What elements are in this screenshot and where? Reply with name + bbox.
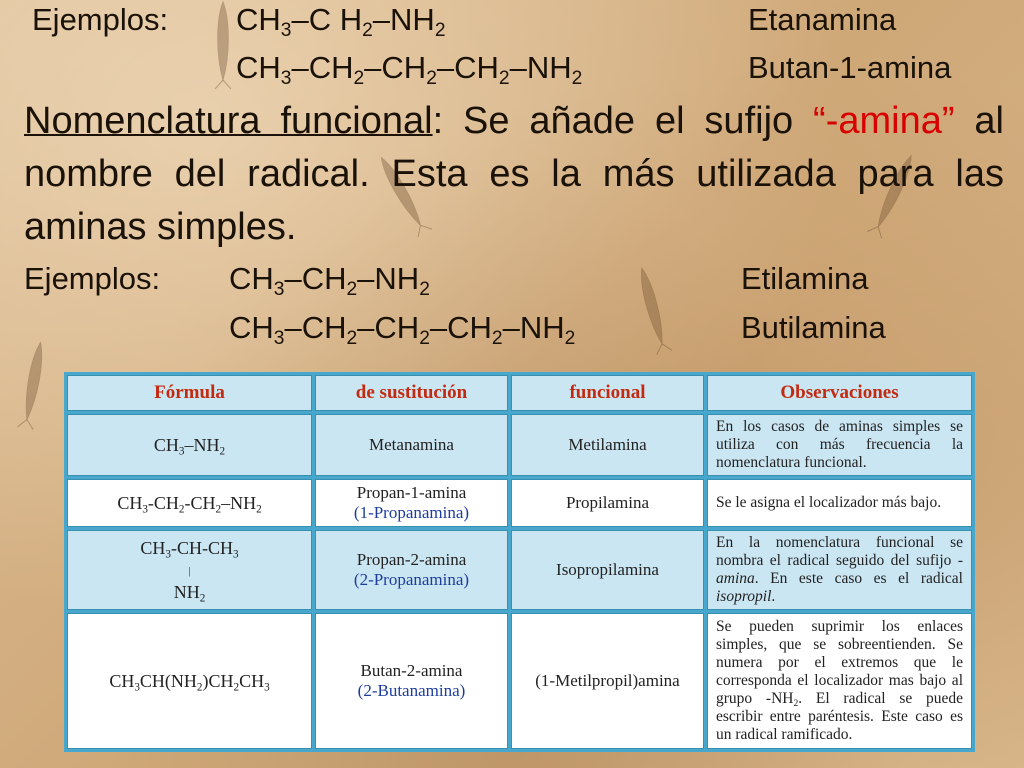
top-example-name: Butan-1-amina: [748, 50, 952, 85]
substitution-name: Propan-2-amina: [356, 550, 467, 569]
fossil-fish-icon: [629, 263, 677, 357]
substitution-cell: [315, 530, 508, 610]
bottom-example-formula: $CH_3-CH_2-CH_2-CH_2-NH_2$: [229, 310, 576, 349]
formula-cell: $CH_3-NH_2$: [67, 414, 312, 476]
observation-cell: Se pueden suprimir los enlaces simples, que se sobreentienden. Se numera por el extremos que le corresponda el localizador mas bajo al grupo $-NH_2$. El radical se puede escribir entre paréntesis. Este caso es un radical ramificado.: [707, 613, 972, 749]
column-header-observations: Observaciones: [707, 375, 972, 411]
column-header-functional: [511, 375, 704, 411]
substitution-cell: [315, 613, 508, 749]
formula-cell: $CH_3-CH-CH_3$ | $NH_2$: [67, 530, 312, 610]
substitution-name: Propan-1-amina: [356, 483, 467, 502]
paragraph-text: al nombre del radical. Esta es la más utilizada para las aminas simples.: [24, 100, 1004, 248]
functional-cell: Isopropilamina: [511, 530, 704, 610]
bottom-examples-label: Ejemplos:: [24, 261, 161, 296]
table-row: [67, 530, 972, 610]
top-examples-label: Ejemplos:: [32, 2, 169, 37]
observation-cell: En la nomenclatura funcional se nombra el radical seguido del sufijo -amina. En este caso es el radical isopropil.: [707, 530, 972, 610]
bottom-example-name: Etilamina: [741, 261, 869, 296]
top-example-name: Etanamina: [748, 2, 897, 37]
functional-cell: (1-Metilpropil)amina: [511, 613, 704, 749]
nomenclature-table: [64, 372, 975, 752]
substitution-name: Metanamina: [369, 435, 454, 454]
substitution-name: Butan-2-amina: [360, 661, 463, 680]
column-header-functional-label: funcional: [569, 382, 646, 403]
table-row: [67, 613, 972, 749]
substitution-alt-name: (2-Propanamina): [353, 570, 470, 589]
substitution-alt-name: (2-Butanamina): [357, 681, 466, 700]
fossil-fish-icon: [12, 338, 53, 431]
column-header-substitution: de sustitución: [315, 375, 508, 411]
amina-suffix: “-amina”: [813, 100, 955, 142]
functional-cell: Propilamina: [511, 479, 704, 527]
functional-cell: Metilamina: [511, 414, 704, 476]
substitution-cell: [315, 414, 508, 476]
bottom-example-name: Butilamina: [741, 310, 886, 345]
bottom-example-formula: $CH_3-CH_2-NH_2$: [229, 261, 430, 300]
paragraph-text: : Se añade el sufijo: [432, 100, 814, 142]
column-header-formula: Fórmula: [67, 375, 312, 411]
observation-cell: En los casos de aminas simples se utiliza con más frecuencia la nomenclatura funcional.: [707, 414, 972, 476]
substitution-cell: [315, 479, 508, 527]
table-row: [67, 414, 972, 476]
formula-cell: $CH_3CH(NH_2)CH_2CH_3$: [67, 613, 312, 749]
top-example-formula: $CH_3-CH_2-CH_2-CH_2-NH_2$: [236, 50, 583, 89]
top-example-formula: $CH_3-C$ $H_2-NH_2$: [236, 2, 446, 41]
table-row: [67, 479, 972, 527]
substitution-alt-name: (1-Propanamina): [353, 503, 470, 522]
functional-nomenclature-paragraph: [24, 95, 1004, 254]
paragraph-heading: Nomenclatura funcional: [24, 100, 433, 142]
fossil-fish-icon: [210, 0, 236, 90]
formula-cell: $CH_3-CH_2-CH_2-NH_2$: [67, 479, 312, 527]
observation-cell: Se le asigna el localizador más bajo.: [707, 479, 972, 527]
